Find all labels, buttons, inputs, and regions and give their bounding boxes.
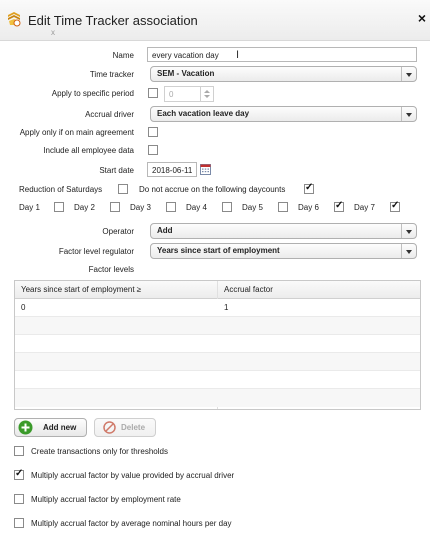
chevron-down-icon[interactable]: [401, 107, 416, 121]
spinner-arrows-icon[interactable]: [200, 87, 213, 101]
day-1-checkbox[interactable]: [54, 202, 64, 212]
all-employee-label: Include all employee data: [43, 146, 134, 155]
operator-select[interactable]: [150, 223, 417, 239]
day-3-label: Day 3: [130, 203, 151, 212]
dialog-title: Edit Time Tracker association: [28, 13, 198, 28]
start-date-input[interactable]: [147, 162, 197, 177]
add-icon: [18, 420, 33, 441]
chevron-down-icon[interactable]: [401, 244, 416, 258]
empty-row: [15, 353, 420, 371]
employment-rate-checkbox[interactable]: [14, 494, 24, 504]
empty-row: [15, 317, 420, 335]
factor-levels-label: Factor levels: [88, 265, 134, 274]
empty-row: [15, 389, 420, 407]
no-accrue-checkbox[interactable]: [304, 184, 314, 194]
add-new-label: Add new: [43, 423, 77, 432]
empty-row: [15, 335, 420, 353]
column-header-accrual-factor[interactable]: Accrual factor: [224, 285, 273, 294]
factor-levels-table: [14, 280, 421, 410]
factor-regulator-value: Years since start of employment: [157, 246, 280, 255]
day-6-checkbox[interactable]: [334, 202, 344, 212]
add-new-button[interactable]: [14, 418, 87, 437]
chevron-down-icon[interactable]: [401, 224, 416, 238]
operator-label: Operator: [102, 227, 134, 236]
period-spinner[interactable]: [164, 86, 214, 102]
dialog-title-bar: [0, 0, 430, 41]
day-6-label: Day 6: [298, 203, 319, 212]
close-icon[interactable]: ×: [417, 10, 426, 26]
name-value: every vacation day: [152, 51, 219, 60]
name-input[interactable]: [147, 47, 417, 62]
day-4-checkbox[interactable]: [222, 202, 232, 212]
day-7-label: Day 7: [354, 203, 375, 212]
employment-rate-label: Multiply accrual factor by employment rate: [31, 495, 181, 504]
reduction-saturdays-label: Reduction of Saturdays: [19, 185, 103, 194]
factor-regulator-label: Factor level regulator: [58, 247, 134, 256]
reduction-saturdays-checkbox[interactable]: [118, 184, 128, 194]
day-1-label: Day 1: [19, 203, 40, 212]
table-body: [15, 299, 420, 409]
all-employee-checkbox[interactable]: [148, 145, 158, 155]
table-row[interactable]: [15, 299, 420, 317]
nominal-hours-checkbox[interactable]: [14, 518, 24, 528]
name-label: Name: [112, 51, 134, 60]
calendar-icon[interactable]: [200, 164, 211, 177]
delete-icon: [103, 421, 116, 440]
text-cursor-icon: I: [236, 49, 240, 61]
delete-button[interactable]: [94, 418, 156, 437]
day-7-checkbox[interactable]: [390, 202, 400, 212]
apply-period-checkbox[interactable]: [148, 88, 158, 98]
dialog-subtitle-glyph: x: [51, 28, 55, 37]
time-tracker-label: Time tracker: [89, 70, 134, 79]
main-agreement-label: Apply only if on main agreement: [19, 128, 134, 137]
no-accrue-label: Do not accrue on the following daycounts: [139, 185, 286, 194]
start-date-label: Start date: [99, 166, 134, 175]
cell-accrual-factor[interactable]: 1: [224, 303, 229, 312]
accrual-driver-label: Accrual driver: [85, 110, 134, 119]
nominal-hours-label: Multiply accrual factor by average nominal hours per day: [31, 519, 232, 528]
multiply-driver-label: Multiply accrual factor by value provided by accrual driver: [31, 471, 235, 480]
accrual-driver-value: Each vacation leave day: [157, 109, 250, 118]
day-5-label: Day 5: [242, 203, 263, 212]
period-value: 0: [169, 90, 174, 99]
cell-years[interactable]: 0: [21, 303, 26, 312]
time-tracker-icon: [6, 11, 22, 27]
day-2-label: Day 2: [74, 203, 95, 212]
accrual-driver-select[interactable]: [150, 106, 417, 122]
time-tracker-value: SEM - Vacation: [157, 69, 215, 78]
multiply-driver-checkbox[interactable]: [14, 470, 24, 480]
operator-value: Add: [157, 226, 173, 235]
day-2-checkbox[interactable]: [110, 202, 120, 212]
factor-regulator-select[interactable]: [150, 243, 417, 259]
day-5-checkbox[interactable]: [278, 202, 288, 212]
empty-row: [15, 371, 420, 389]
thresholds-checkbox[interactable]: [14, 446, 24, 456]
start-date-value: 2018-06-11: [152, 166, 193, 175]
column-header-years[interactable]: Years since start of employment ≥: [21, 285, 142, 294]
main-agreement-checkbox[interactable]: [148, 127, 158, 137]
day-3-checkbox[interactable]: [166, 202, 176, 212]
delete-label: Delete: [121, 423, 146, 432]
chevron-down-icon[interactable]: [401, 67, 416, 81]
time-tracker-select[interactable]: [150, 66, 417, 82]
day-4-label: Day 4: [186, 203, 207, 212]
apply-period-label: Apply to specific period: [51, 89, 134, 98]
thresholds-label: Create transactions only for thresholds: [31, 447, 168, 456]
